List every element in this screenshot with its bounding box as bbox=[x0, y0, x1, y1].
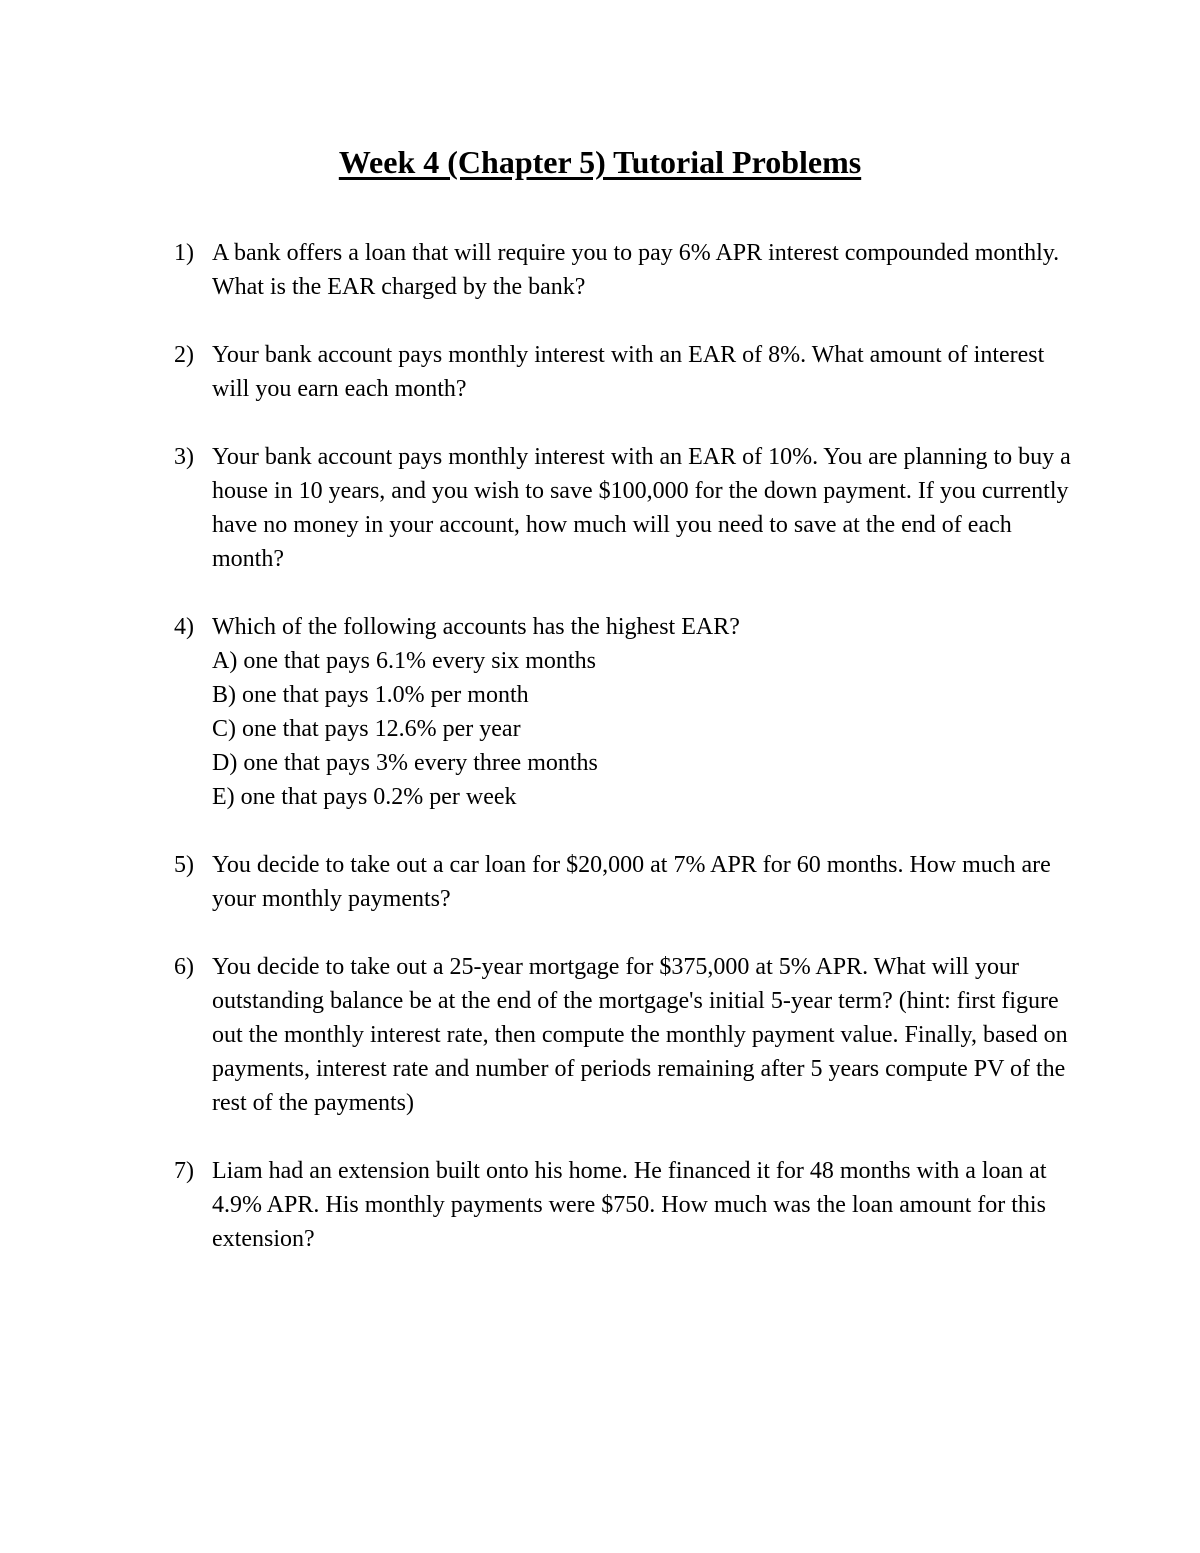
question-item bbox=[174, 1154, 1074, 1256]
answer-choices bbox=[212, 644, 1074, 814]
question-text: Liam had an extension built onto his home. He financed it for 48 months with a loan at 4.9% APR. His monthly payments were $750. How much was the loan amount for this extension? bbox=[212, 1158, 1047, 1252]
answer-choice-e: E) one that pays 0.2% per week bbox=[212, 784, 517, 810]
question-text: You decide to take out a car loan for $20,000 at 7% APR for 60 months. How much are your monthly payments? bbox=[212, 852, 1051, 912]
question-text: Which of the following accounts has the highest EAR? bbox=[212, 614, 740, 640]
question-item bbox=[174, 848, 1074, 916]
answer-choice-b: B) one that pays 1.0% per month bbox=[212, 682, 529, 708]
question-item bbox=[174, 610, 1074, 814]
question-text: A bank offers a loan that will require you to pay 6% APR interest compounded monthly. What is the EAR charged by the bank? bbox=[212, 240, 1060, 300]
question-number: 6) bbox=[174, 954, 194, 980]
question-text: You decide to take out a 25-year mortgage for $375,000 at 5% APR. What will your outstanding balance be at the end of the mortgage's initial 5-year term? (hint: first figure out the monthly interest rate, then compute the monthly payment value. Finally, based on payments, interest rate and number of periods remaining after 5 years compute PV of the rest of the payments) bbox=[212, 954, 1068, 1116]
question-number: 7) bbox=[174, 1158, 194, 1184]
answer-choice-c: C) one that pays 12.6% per year bbox=[212, 716, 521, 742]
question-list bbox=[174, 236, 1074, 1290]
answer-choice-a: A) one that pays 6.1% every six months bbox=[212, 648, 596, 674]
question-item bbox=[174, 440, 1074, 576]
question-number: 5) bbox=[174, 852, 194, 878]
question-item bbox=[174, 950, 1074, 1120]
question-item bbox=[174, 338, 1074, 406]
question-text: Your bank account pays monthly interest with an EAR of 8%. What amount of interest will you earn each month? bbox=[212, 342, 1045, 402]
question-text: Your bank account pays monthly interest with an EAR of 10%. You are planning to buy a house in 10 years, and you wish to save $100,000 for the down payment. If you currently have no money in your account, how much will you need to save at the end of each month? bbox=[212, 444, 1071, 572]
page-title: Week 4 (Chapter 5) Tutorial Problems bbox=[338, 144, 862, 180]
answer-choice-d: D) one that pays 3% every three months bbox=[212, 750, 598, 776]
question-number: 1) bbox=[174, 240, 194, 266]
question-number: 2) bbox=[174, 342, 194, 368]
question-number: 3) bbox=[174, 444, 194, 470]
question-number: 4) bbox=[174, 614, 194, 640]
question-item bbox=[174, 236, 1074, 304]
